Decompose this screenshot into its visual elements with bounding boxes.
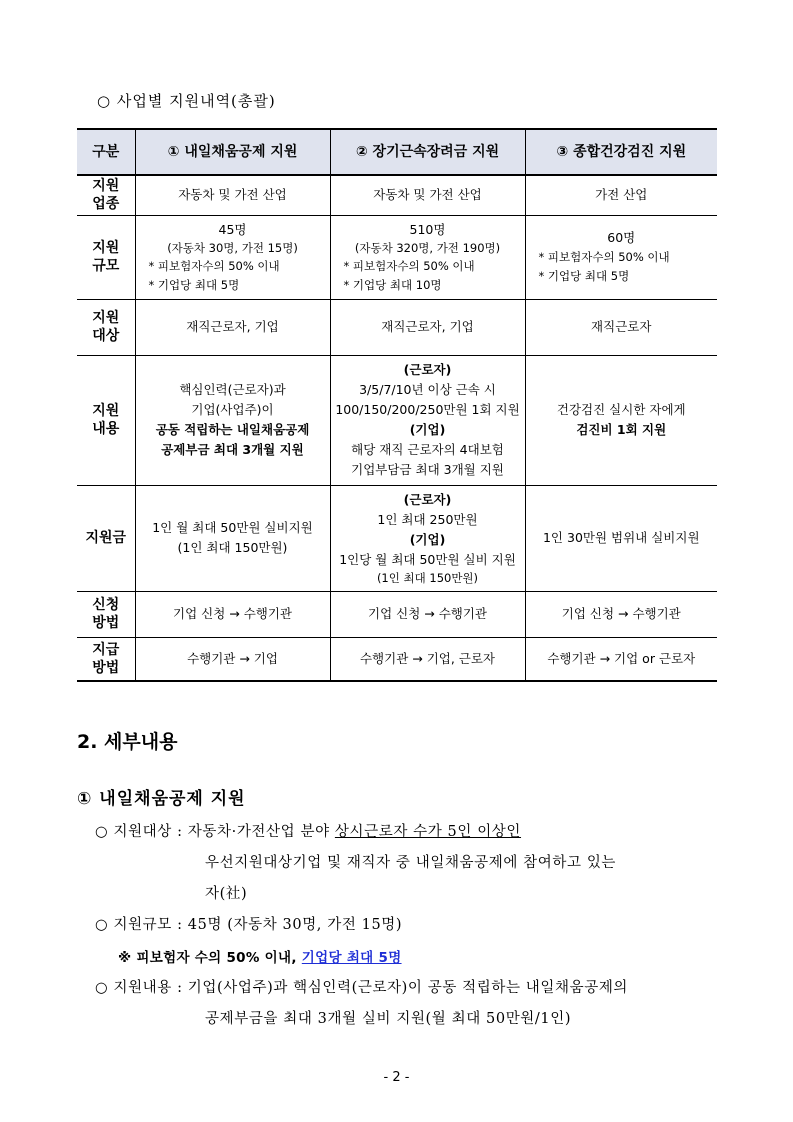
- note-highlight-link[interactable]: 기업당 최대 5명: [301, 950, 402, 966]
- table-cell: 기업 신청 → 수행기관: [330, 591, 525, 637]
- table-cell: 핵심인력(근로자)과 기업(사업주)이 공동 적립하는 내일채움공제 공제부금 최대 3개월 지원: [135, 355, 330, 485]
- support-target-line-3: 자(社): [205, 886, 248, 902]
- support-target-line-2: 우선지원대상기업 및 재직자 중 내일채움공제에 참여하고 있는: [205, 855, 617, 871]
- table-cell: (근로자) 3/5/7/10년 이상 근속 시 100/150/200/250만원 1회 지원 (기업) 해당 재직 근로자의 4대보험 기업부담금 최대 3개월 지원: [330, 355, 525, 485]
- section-heading: 2. 세부내용: [77, 731, 178, 753]
- table-row: [77, 175, 717, 215]
- header-long-service: ② 장기근속장려금 지원: [330, 129, 525, 175]
- row-label: 지원 규모: [77, 215, 135, 299]
- header-category: 구분: [77, 129, 135, 175]
- support-summary-table: [77, 128, 717, 682]
- support-content-line: ○ 지원내용 : 기업(사업주)과 핵심인력(근로자)이 공동 적립하는 내일채움공제의: [95, 980, 629, 996]
- header-tomorrow-fund: ① 내일채움공제 지원: [135, 129, 330, 175]
- row-label: 신청 방법: [77, 591, 135, 637]
- support-target-line: ○ 지원대상 : 자동차·가전산업 분야 상시근로자 수가 5인 이상인: [95, 824, 522, 840]
- table-cell: (근로자) 1인 최대 250만원 (기업) 1인당 월 최대 50만원 실비 지원 (1인 최대 150만원): [330, 485, 525, 591]
- table-header-row: [77, 129, 717, 175]
- table-cell: 건강검진 실시한 자에게 검진비 1회 지원: [525, 355, 717, 485]
- support-content-line-2: 공제부금을 최대 3개월 실비 지원(월 최대 50만원/1인): [205, 1011, 572, 1027]
- header-health-checkup: ③ 종합건강검진 지원: [525, 129, 717, 175]
- table-cell: 자동차 및 가전 산업: [330, 175, 525, 215]
- table-cell: 재직근로자, 기업: [135, 299, 330, 355]
- row-label: 지원 내용: [77, 355, 135, 485]
- table-cell: 45명 (자동차 30명, 가전 15명) * 피보험자수의 50% 이내 * 기업당 최대 5명: [135, 215, 330, 299]
- table-cell: 수행기관 → 기업, 근로자: [330, 637, 525, 681]
- underlined-condition: 상시근로자 수가 5인 이상인: [334, 824, 522, 840]
- row-label: 지원 업종: [77, 175, 135, 215]
- support-scale-line: ○ 지원규모 : 45명 (자동차 30명, 가전 15명): [95, 917, 403, 933]
- table-row: [77, 215, 717, 299]
- table-row: [77, 355, 717, 485]
- row-label: 지원금: [77, 485, 135, 591]
- table-cell: 가전 산업: [525, 175, 717, 215]
- summary-title: ○ 사업별 지원내역(총괄): [97, 92, 276, 110]
- row-label: 지급 방법: [77, 637, 135, 681]
- row-label: 지원 대상: [77, 299, 135, 355]
- page-number: - 2 -: [383, 1070, 410, 1085]
- table-cell: 510명 (자동차 320명, 가전 190명) * 피보험자수의 50% 이내 * 기업당 최대 10명: [330, 215, 525, 299]
- table-cell: 수행기관 → 기업: [135, 637, 330, 681]
- table-cell: 재직근로자, 기업: [330, 299, 525, 355]
- table-row: [77, 591, 717, 637]
- scale-note: ※ 피보험자 수의 50% 이내, 기업당 최대 5명: [118, 950, 402, 966]
- table-cell: 기업 신청 → 수행기관: [135, 591, 330, 637]
- sub-heading: ① 내일채움공제 지원: [77, 789, 246, 809]
- table-cell: 60명 * 피보험자수의 50% 이내 * 기업당 최대 5명: [525, 215, 717, 299]
- table-cell: 수행기관 → 기업 or 근로자: [525, 637, 717, 681]
- table-row: [77, 299, 717, 355]
- table-cell: 1인 30만원 범위내 실비지원: [525, 485, 717, 591]
- table-row: [77, 485, 717, 591]
- table-cell: 기업 신청 → 수행기관: [525, 591, 717, 637]
- table-row: [77, 637, 717, 681]
- table-cell: 자동차 및 가전 산업: [135, 175, 330, 215]
- table-cell: 재직근로자: [525, 299, 717, 355]
- table-cell: 1인 월 최대 50만원 실비지원 (1인 최대 150만원): [135, 485, 330, 591]
